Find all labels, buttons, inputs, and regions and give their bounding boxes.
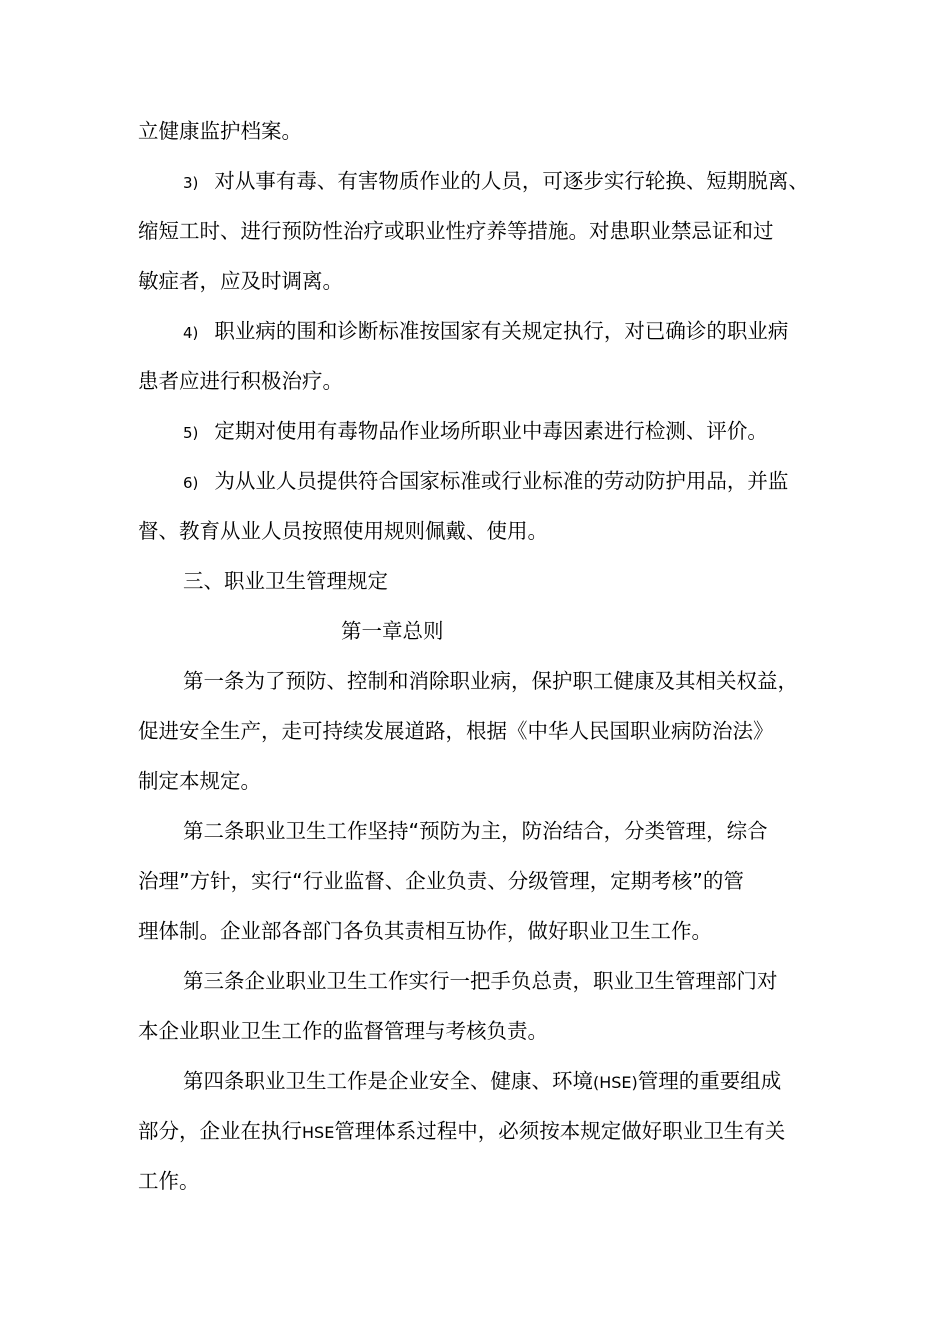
list-item-4 [138, 306, 828, 356]
line-text: 定期对使用有毒物品作业场所职业中毒因素进行检测、评价。 [214, 419, 768, 443]
line-text-latin: HSE [302, 1123, 335, 1142]
line-text: 治理”方针，实行“行业监督、企业负责、分级管理，定期考核”的管 [138, 869, 744, 893]
paragraph-line [138, 1006, 828, 1056]
line-text: 患者应进行积极治疗。 [138, 369, 343, 393]
heading-text: 三、职业卫生管理规定 [183, 569, 388, 593]
line-text: 缩短工时、进行预防性治疗或职业性疗养等措施。对患职业禁忌证和过 [138, 219, 774, 243]
article-4 [138, 1056, 828, 1106]
line-text: 工作。 [138, 1169, 200, 1193]
paragraph-line [138, 256, 828, 306]
article-3 [138, 956, 828, 1006]
paragraph-line [138, 1106, 828, 1156]
list-number: 4) [183, 324, 199, 342]
paragraph-line [138, 206, 828, 256]
line-text: 管理体系过程中，必须按本规定做好职业卫生有关 [334, 1119, 786, 1143]
paragraph-line [138, 506, 828, 556]
document-body [138, 106, 828, 1206]
line-text: 为从业人员提供符合国家标准或行业标准的劳动防护用品，并监 [214, 469, 789, 493]
paragraph-line [138, 356, 828, 406]
article-1 [138, 656, 828, 706]
paragraph-line [138, 706, 828, 756]
line-text-latin: (HSE) [593, 1073, 638, 1092]
list-number: 6) [183, 474, 199, 492]
paragraph-line [138, 856, 828, 906]
line-text: 对从事有毒、有害物质作业的人员，可逐步实行轮换、短期脱离、 [214, 169, 809, 193]
line-text: 促进安全生产，走可持续发展道路，根据《中华人民国职业病防治法》 [138, 719, 774, 743]
section-heading [138, 556, 828, 606]
line-text: 第四条职业卫生工作是企业安全、健康、环境 [183, 1069, 593, 1093]
list-item-6 [138, 456, 828, 506]
line-text: 第一条为了预防、控制和消除职业病，保护职工健康及其相关权益， [183, 669, 798, 693]
list-number: 3) [183, 174, 199, 192]
list-number: 5) [183, 424, 199, 442]
paragraph-line [138, 906, 828, 956]
chapter-title [138, 606, 828, 656]
line-text: 敏症者，应及时调离。 [138, 269, 343, 293]
paragraph-line [138, 756, 828, 806]
line-text: 督、教育从业人员按照使用规则佩戴、使用。 [138, 519, 548, 543]
list-item-5 [138, 406, 828, 456]
paragraph-line [138, 106, 828, 156]
line-text: 第二条职业卫生工作坚持“预防为主，防治结合，分类管理，综合 [183, 819, 768, 843]
chapter-text: 第一章总则 [341, 619, 444, 643]
line-text: 管理的重要组成 [637, 1069, 782, 1093]
article-2 [138, 806, 828, 856]
line-text: 本企业职业卫生工作的监督管理与考核负责。 [138, 1019, 548, 1043]
line-text: 部分，企业在执行 [138, 1119, 302, 1143]
line-text: 制定本规定。 [138, 769, 261, 793]
line-text: 职业病的围和诊断标准按国家有关规定执行，对已确诊的职业病 [214, 319, 789, 343]
line-text: 理体制。企业部各部门各负其责相互协作，做好职业卫生工作。 [138, 919, 712, 943]
list-item-3 [138, 156, 828, 206]
line-text: 立健康监护档案。 [138, 119, 302, 143]
paragraph-line [138, 1156, 828, 1206]
line-text: 第三条企业职业卫生工作实行一把手负总责，职业卫生管理部门对 [183, 969, 778, 993]
